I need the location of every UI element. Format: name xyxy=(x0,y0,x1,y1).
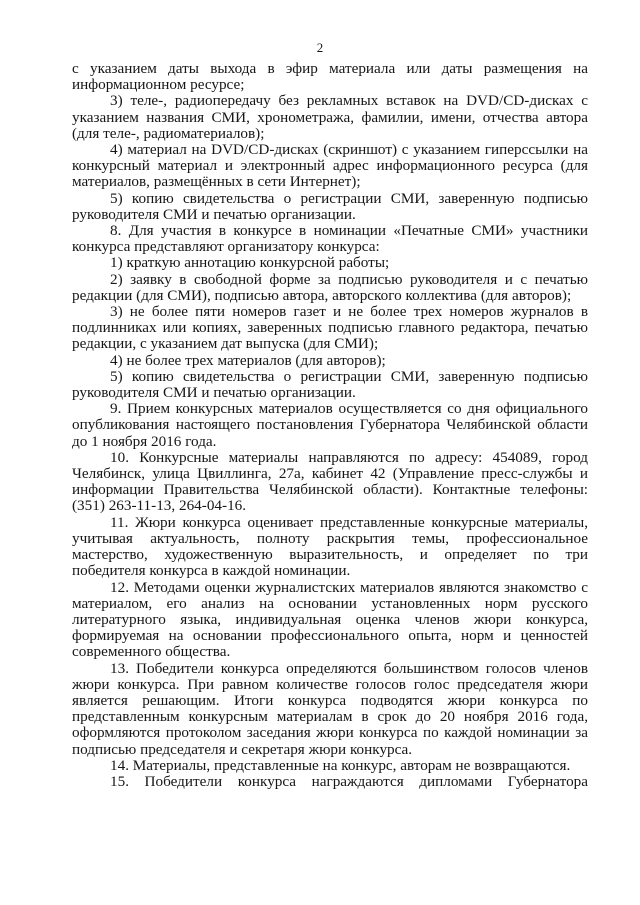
paragraph: 12. Методами оценки журналистских материалов являются знакомство с материалом, его анализ на основании установленных норм русского литературного языка, индивидуальная оценка членов жюри конкурса, формируемая на основании профессионального опыта, норм и ценностей современного общества. xyxy=(72,578,588,661)
paragraph: 4) не более трех материалов (для авторов); xyxy=(110,351,386,369)
paragraph: 11. Жюри конкурса оценивает представленные конкурсные материалы, учитывая актуальность, полноту раскрытия темы, профессиональное мастерство, художественную выразительность, и определяет по три победителя конкурса в каждой номинации. xyxy=(72,513,588,580)
paragraph: с указанием даты выхода в эфир материала или даты размещения на информационном ресурсе; xyxy=(72,60,588,94)
document-body xyxy=(72,61,588,790)
paragraph: 5) копию свидетельства о регистрации СМИ, заверенную подписью руководителя СМИ и печатью организации. xyxy=(72,367,588,402)
paragraph: 10. Конкурсные материалы направляются по адресу: 454089, город Челябинск, улица Цвиллинга, 27а, кабинет 42 (Управление пресс-службы и информации Правительства Челябинской области). Контактные телефоны: (351) 263-11-13, 264-04-16. xyxy=(72,448,588,515)
paragraph: 3) не более пяти номеров газет и не более трех номеров журналов в подлинниках или копиях, заверенных подписью главного редактора, печатью редакции, с указанием дат выпуска (для СМИ); xyxy=(72,303,588,353)
paragraph: 9. Прием конкурсных материалов осуществляется со дня официального опубликования настоящего постановления Губернатора Челябинской области до 1 ноября 2016 года. xyxy=(72,400,588,450)
paragraph: 15. Победители конкурса награждаются дипломами Губернатора xyxy=(110,772,588,790)
paragraph: 1) краткую аннотацию конкурсной работы; xyxy=(110,254,390,272)
paragraph: 14. Материалы, представленные на конкурс, авторам не возвращаются. xyxy=(110,756,571,774)
paragraph: 13. Победители конкурса определяются большинством голосов членов жюри конкурса. При равном количестве голосов голос председателя жюри является решающим. Итоги конкурса подводятся жюри конкурса по представленным конкурсным материалам в срок до 20 ноября 2016 года, оформляются протоколом заседания жюри конкурса по каждой номинации за подписью председателя и секретаря жюри конкурса. xyxy=(72,659,588,758)
paragraph: 2) заявку в свободной форме за подписью руководителя и с печатью редакции (для СМИ), подписью автора, авторского коллектива (для авторов); xyxy=(72,270,588,304)
paragraph: 3) теле-, радиопередачу без рекламных вставок на DVD/CD-дисках с указанием названия СМИ, хронометража, фамилии, имени, отчества автора (для теле-, радиоматериалов); xyxy=(72,92,588,142)
paragraph: 5) копию свидетельства о регистрации СМИ, заверенную подписью руководителя СМИ и печатью организации. xyxy=(72,189,588,223)
page-number: 2 xyxy=(316,40,324,55)
paragraph: 4) материал на DVD/CD-дисках (скриншот) с указанием гиперссылки на конкурсный материал и электронный адрес информационного ресурса (для материалов, размещённых в сети Интернет); xyxy=(72,141,588,191)
paragraph: 8. Для участия в конкурсе в номинации «Печатные СМИ» участники конкурса представляют организатору конкурса: xyxy=(72,222,588,256)
